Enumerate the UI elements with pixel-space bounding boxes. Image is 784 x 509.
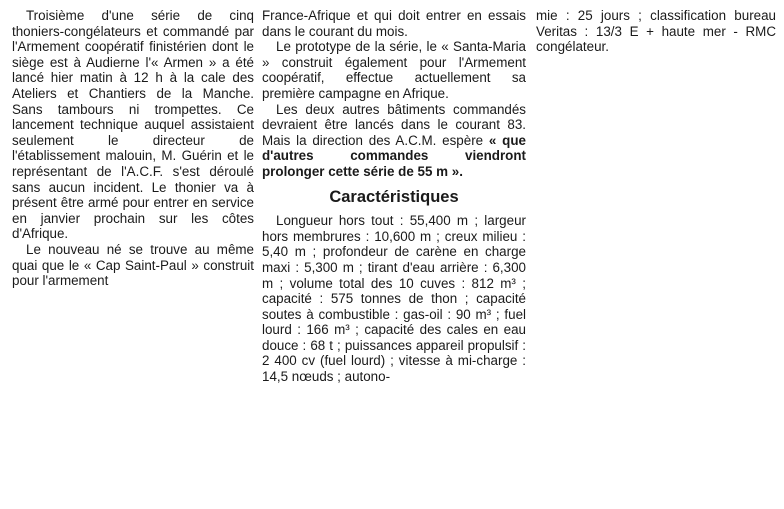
paragraph-specs-end: mie : 25 jours ; classification bureau Veritas : 13/3 E + haute mer - RMC congélateur. (536, 8, 776, 55)
paragraph-newborn: Le nouveau né se trouve au même quai que le « Cap Saint-Paul » construit pour l'armement (12, 241, 254, 289)
quote-bold: « que d'autres commandes viendront prolonger cette série de 55 m ». (262, 132, 526, 179)
article-column-3 (536, 8, 776, 66)
paragraph-launch: Troisième d'une série de cinq thoniers-congélateurs et commandé par l'Armement coopératif finistérien dont le siège est à Audierne l'« Armen » a été lancé hier matin à 12 h à la cale des Ateliers et Chantiers de la Manche. Sans tambours ni trompettes. Ce lancement technique auquel assistaient seulement le directeur de l'établissement malouin, M. Guérin et le représentant de l'A.C.F. s'est déroulé sans aucun incident. Le thonier va à présent être armé pour entrer en service en janvier prochain sur les côtes d'Afrique. (12, 8, 254, 242)
paragraph-continuation: France-Afrique et qui doit entrer en essais dans le courant du mois. (262, 8, 526, 39)
article-column-2 (262, 8, 526, 508)
paragraph-specs: Longueur hors tout : 55,400 m ; largeur hors membrures : 10,600 m ; creux milieu : 5,40 m ; profondeur de carène en charge maxi : 5,300 m ; tirant d'eau arrière : 6,300 m ; volume total des 10 cuves : 812 m³ ; capacité : 575 tonnes de thon ; capacité soutes à combustible : gas-oil : 90 m³ ; fuel lourd : 166 m³ ; capacité des cales en eau douce : 68 t ; puissances appareil propulsif : 2 400 cv (fuel lourd) ; vitesse à mi-charge : 14,5 nœuds ; autono- (262, 213, 526, 385)
paragraph-prototype: Le prototype de la série, le « Santa-Maria » construit également pour l'Armement coopératif, effectue actuellement sa première campagne en Afrique. (262, 39, 526, 101)
other-ships-text: Les deux autres bâtiments commandés devraient être lancés dans le courant 83. Mais la direction des A.C.M. espère (262, 101, 526, 148)
article-column-1 (12, 8, 254, 289)
section-heading: Caractéristiques (329, 187, 459, 206)
paragraph-other-ships (262, 102, 526, 180)
